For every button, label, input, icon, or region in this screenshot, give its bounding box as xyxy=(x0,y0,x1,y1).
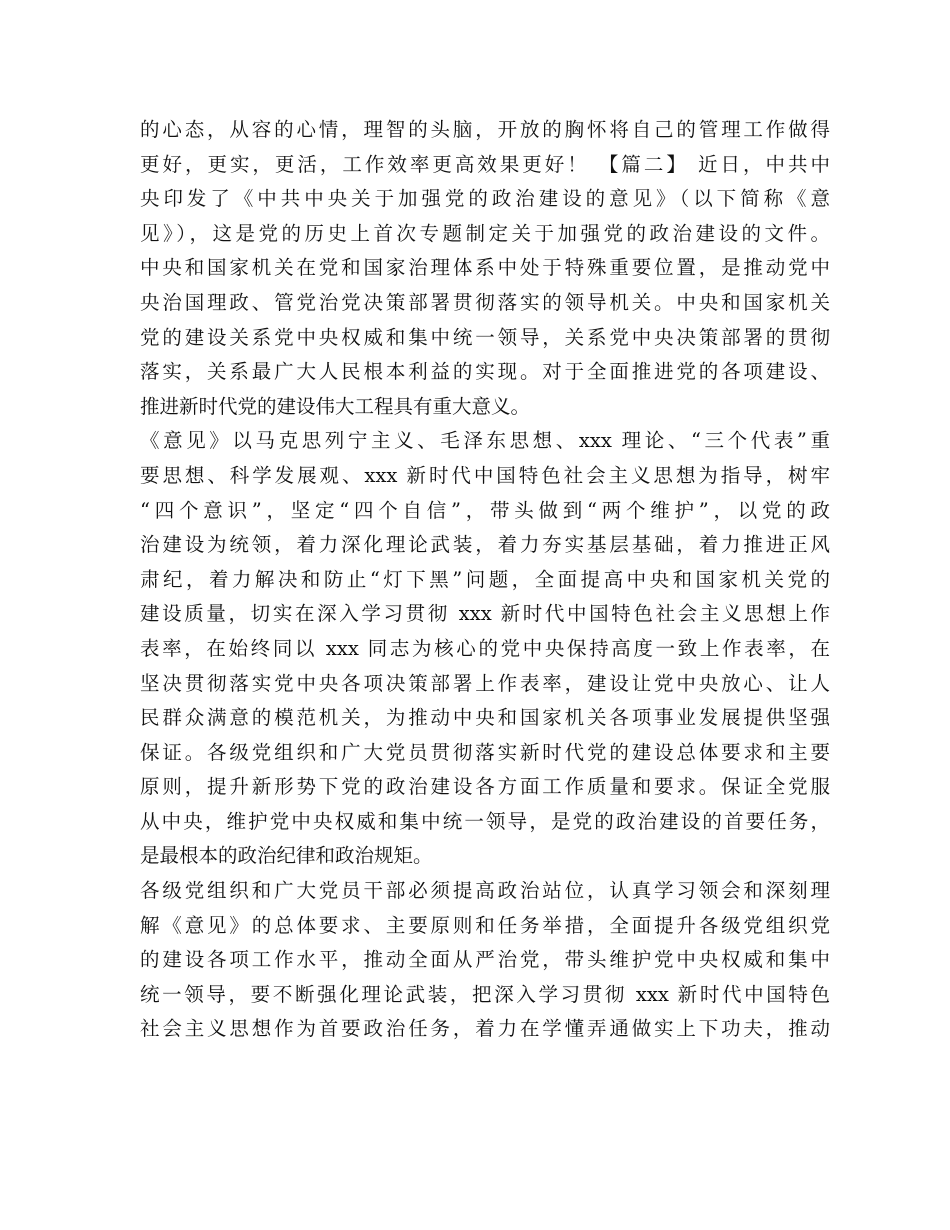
text-line: 肃纪，着力解决和防止“灯下黑”问题，全面提高中央和国家机关党的 xyxy=(140,567,830,591)
text-line: 落实，关系最广大人民根本利益的实现。对于全面推进党的各项建设、 xyxy=(140,360,830,384)
text-line: 治建设为统领，着力深化理论武装，着力夯实基层基础，着力推进正风 xyxy=(140,533,830,557)
text-line: 的建设各项工作水平，推动全面从严治党，带头维护党中央权威和集中 xyxy=(140,948,830,972)
text-line: 建设质量，切实在深入学习贯彻 xxx 新时代中国特色社会主义思想上作 xyxy=(140,602,830,626)
text-line: 党的建设关系党中央权威和集中统一领导，关系党中央决策部署的贯彻 xyxy=(140,325,830,349)
text-line: 解《意见》的总体要求、主要原则和任务举措，全面提升各级党组织党 xyxy=(140,913,830,937)
text-line: 统一领导，要不断强化理论武装，把深入学习贯彻 xxx 新时代中国特色 xyxy=(140,982,830,1006)
text-line: 从中央，维护党中央权威和集中统一领导，是党的政治建设的首要任务， xyxy=(140,809,830,833)
text-line: 《意见》以马克思列宁主义、毛泽东思想、xxx 理论、“三个代表”重 xyxy=(140,429,830,453)
text-line: 坚决贯彻落实党中央各项决策部署上作表率，建设让党中央放心、让人 xyxy=(140,671,830,695)
text-line: 社会主义思想作为首要政治任务，着力在学懂弄通做实上下功夫，推动 xyxy=(140,1017,830,1041)
text-line: 的心态，从容的心情，理智的头脑，开放的胸怀将自己的管理工作做得 xyxy=(140,118,830,141)
text-line: 是最根本的政治纪律和政治规矩。 xyxy=(140,844,433,868)
text-line: 各级党组织和广大党员干部必须提高政治站位，认真学习领会和深刻理 xyxy=(140,879,830,903)
text-line: 央治国理政、管党治党决策部署贯彻落实的领导机关。中央和国家机关 xyxy=(140,290,830,314)
text-line: 中央和国家机关在党和国家治理体系中处于特殊重要位置，是推动党中 xyxy=(140,256,830,280)
text-line: 央印发了《中共中央关于加强党的政治建设的意见》（以下简称《意 xyxy=(140,187,830,211)
text-line: 推进新时代党的建设伟大工程具有重大意义。 xyxy=(140,394,531,418)
text-line: 要思想、科学发展观、xxx 新时代中国特色社会主义思想为指导，树牢 xyxy=(140,463,830,487)
text-line: “四个意识”，坚定“四个自信”，带头做到“两个维护”，以党的政 xyxy=(140,498,830,522)
text-line: 民群众满意的模范机关，为推动中央和国家机关各项事业发展提供坚强 xyxy=(140,706,830,730)
text-line: 更好，更实，更活，工作效率更高效果更好！ 【篇二】 近日，中共中 xyxy=(140,152,830,176)
body-text xyxy=(140,113,830,1047)
text-line: 见》），这是党的历史上首次专题制定关于加强党的政治建设的文件。 xyxy=(140,221,830,245)
text-line: 原则，提升新形势下党的政治建设各方面工作质量和要求。保证全党服 xyxy=(140,775,830,799)
text-line: 保证。各级党组织和广大党员贯彻落实新时代党的建设总体要求和主要 xyxy=(140,740,830,764)
text-line: 表率，在始终同以 xxx 同志为核心的党中央保持高度一致上作表率，在 xyxy=(140,636,830,660)
